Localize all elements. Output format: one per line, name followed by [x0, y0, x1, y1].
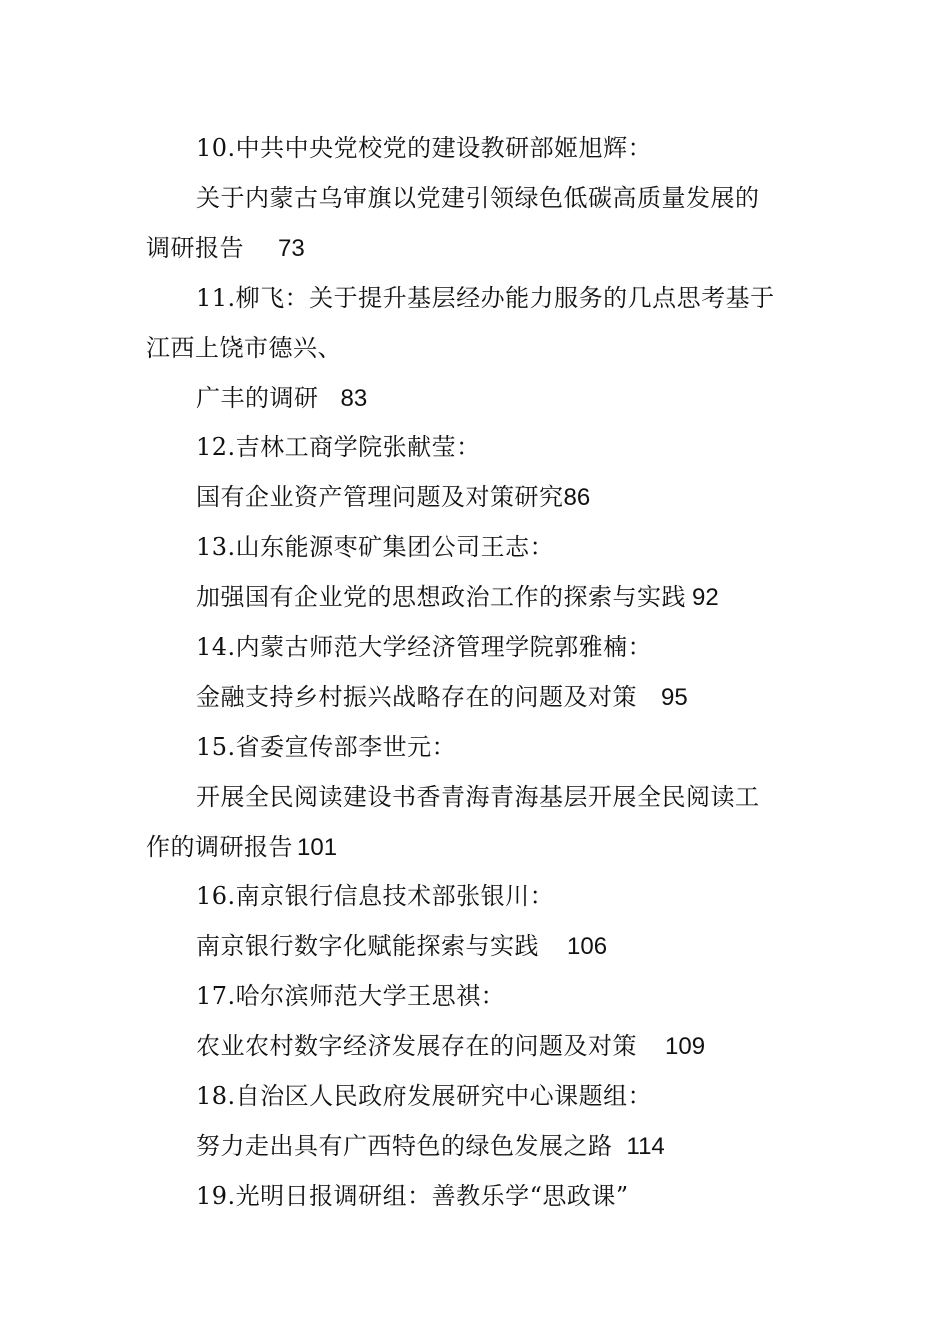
toc-entry-10-page-number: 73 [278, 235, 305, 262]
toc-entry-14-title-text: 金融支持乡村振兴战略存在的问题及对策 [196, 683, 637, 711]
toc-entry-18-page-number: 114 [626, 1133, 665, 1160]
toc-entry-12-page-number: 86 [563, 484, 591, 511]
toc-entry-13-title-text: 加强国有企业党的思想政治工作的探索与实践 [196, 583, 686, 611]
toc-entry-10-title-text: 调研报告 [146, 234, 244, 262]
toc-entry-11-heading-line-1: 11.柳飞：关于提升基层经办能力服务的几点思考基于 [196, 284, 775, 312]
toc-entry-11-title-text: 广丰的调研 [196, 384, 319, 412]
toc-entry-13-page-number: 92 [692, 584, 719, 611]
toc-entry-13-heading: 13.山东能源枣矿集团公司王志： [196, 533, 555, 561]
toc-entry-15-title-line-2 [146, 832, 337, 863]
toc-entry-19-heading: 19.光明日报调研组：善教乐学“思政课” [196, 1182, 629, 1210]
toc-entry-12-title-line [196, 482, 590, 513]
toc-entry-12-heading: 12.吉林工商学院张献莹： [196, 433, 481, 461]
toc-entry-10-title-line-2 [146, 233, 305, 264]
toc-entry-16-title-line [196, 931, 607, 962]
toc-entry-16-page-number: 106 [567, 933, 608, 960]
toc-entry-17-page-number: 109 [665, 1033, 706, 1060]
toc-entry-17-title-text: 农业农村数字经济发展存在的问题及对策 [196, 1032, 637, 1060]
toc-entry-11-heading-line-2: 江西上饶市德兴、 [146, 334, 342, 362]
toc-entry-14-page-number: 95 [661, 684, 688, 711]
toc-entry-14-title-line [196, 682, 688, 713]
toc-entry-14-heading: 14.内蒙古师范大学经济管理学院郭雅楠： [196, 633, 653, 661]
toc-entry-15-heading: 15.省委宣传部李世元： [196, 733, 457, 761]
toc-entry-16-heading: 16.南京银行信息技术部张银川： [196, 882, 555, 910]
toc-entry-11-page-number: 83 [340, 385, 368, 412]
toc-entry-13-title-line [196, 582, 719, 613]
toc-entry-17-title-line [196, 1031, 705, 1062]
toc-entry-12-title-text: 国有企业资产管理问题及对策研究 [196, 483, 564, 511]
toc-entry-11-title-line [196, 383, 367, 414]
toc-entry-10-heading: 10.中共中央党校党的建设教研部姬旭辉： [196, 134, 653, 162]
toc-entry-17-heading: 17.哈尔滨师范大学王思祺： [196, 982, 506, 1010]
toc-entry-18-title-line [196, 1131, 665, 1162]
toc-entry-18-heading: 18.自治区人民政府发展研究中心课题组： [196, 1082, 653, 1110]
toc-entry-15-title-text: 作的调研报告 [146, 833, 293, 861]
toc-entry-15-title-line-1: 开展全民阅读建设书香青海青海基层开展全民阅读工 [196, 783, 760, 811]
toc-entry-18-title-text: 努力走出具有广西特色的绿色发展之路 [196, 1132, 613, 1160]
toc-entry-15-page-number: 101 [297, 834, 338, 861]
toc-entry-16-title-text: 南京银行数字化赋能探索与实践 [196, 932, 539, 960]
toc-entry-10-title-line-1: 关于内蒙古乌审旗以党建引领绿色低碳高质量发展的 [196, 184, 760, 212]
